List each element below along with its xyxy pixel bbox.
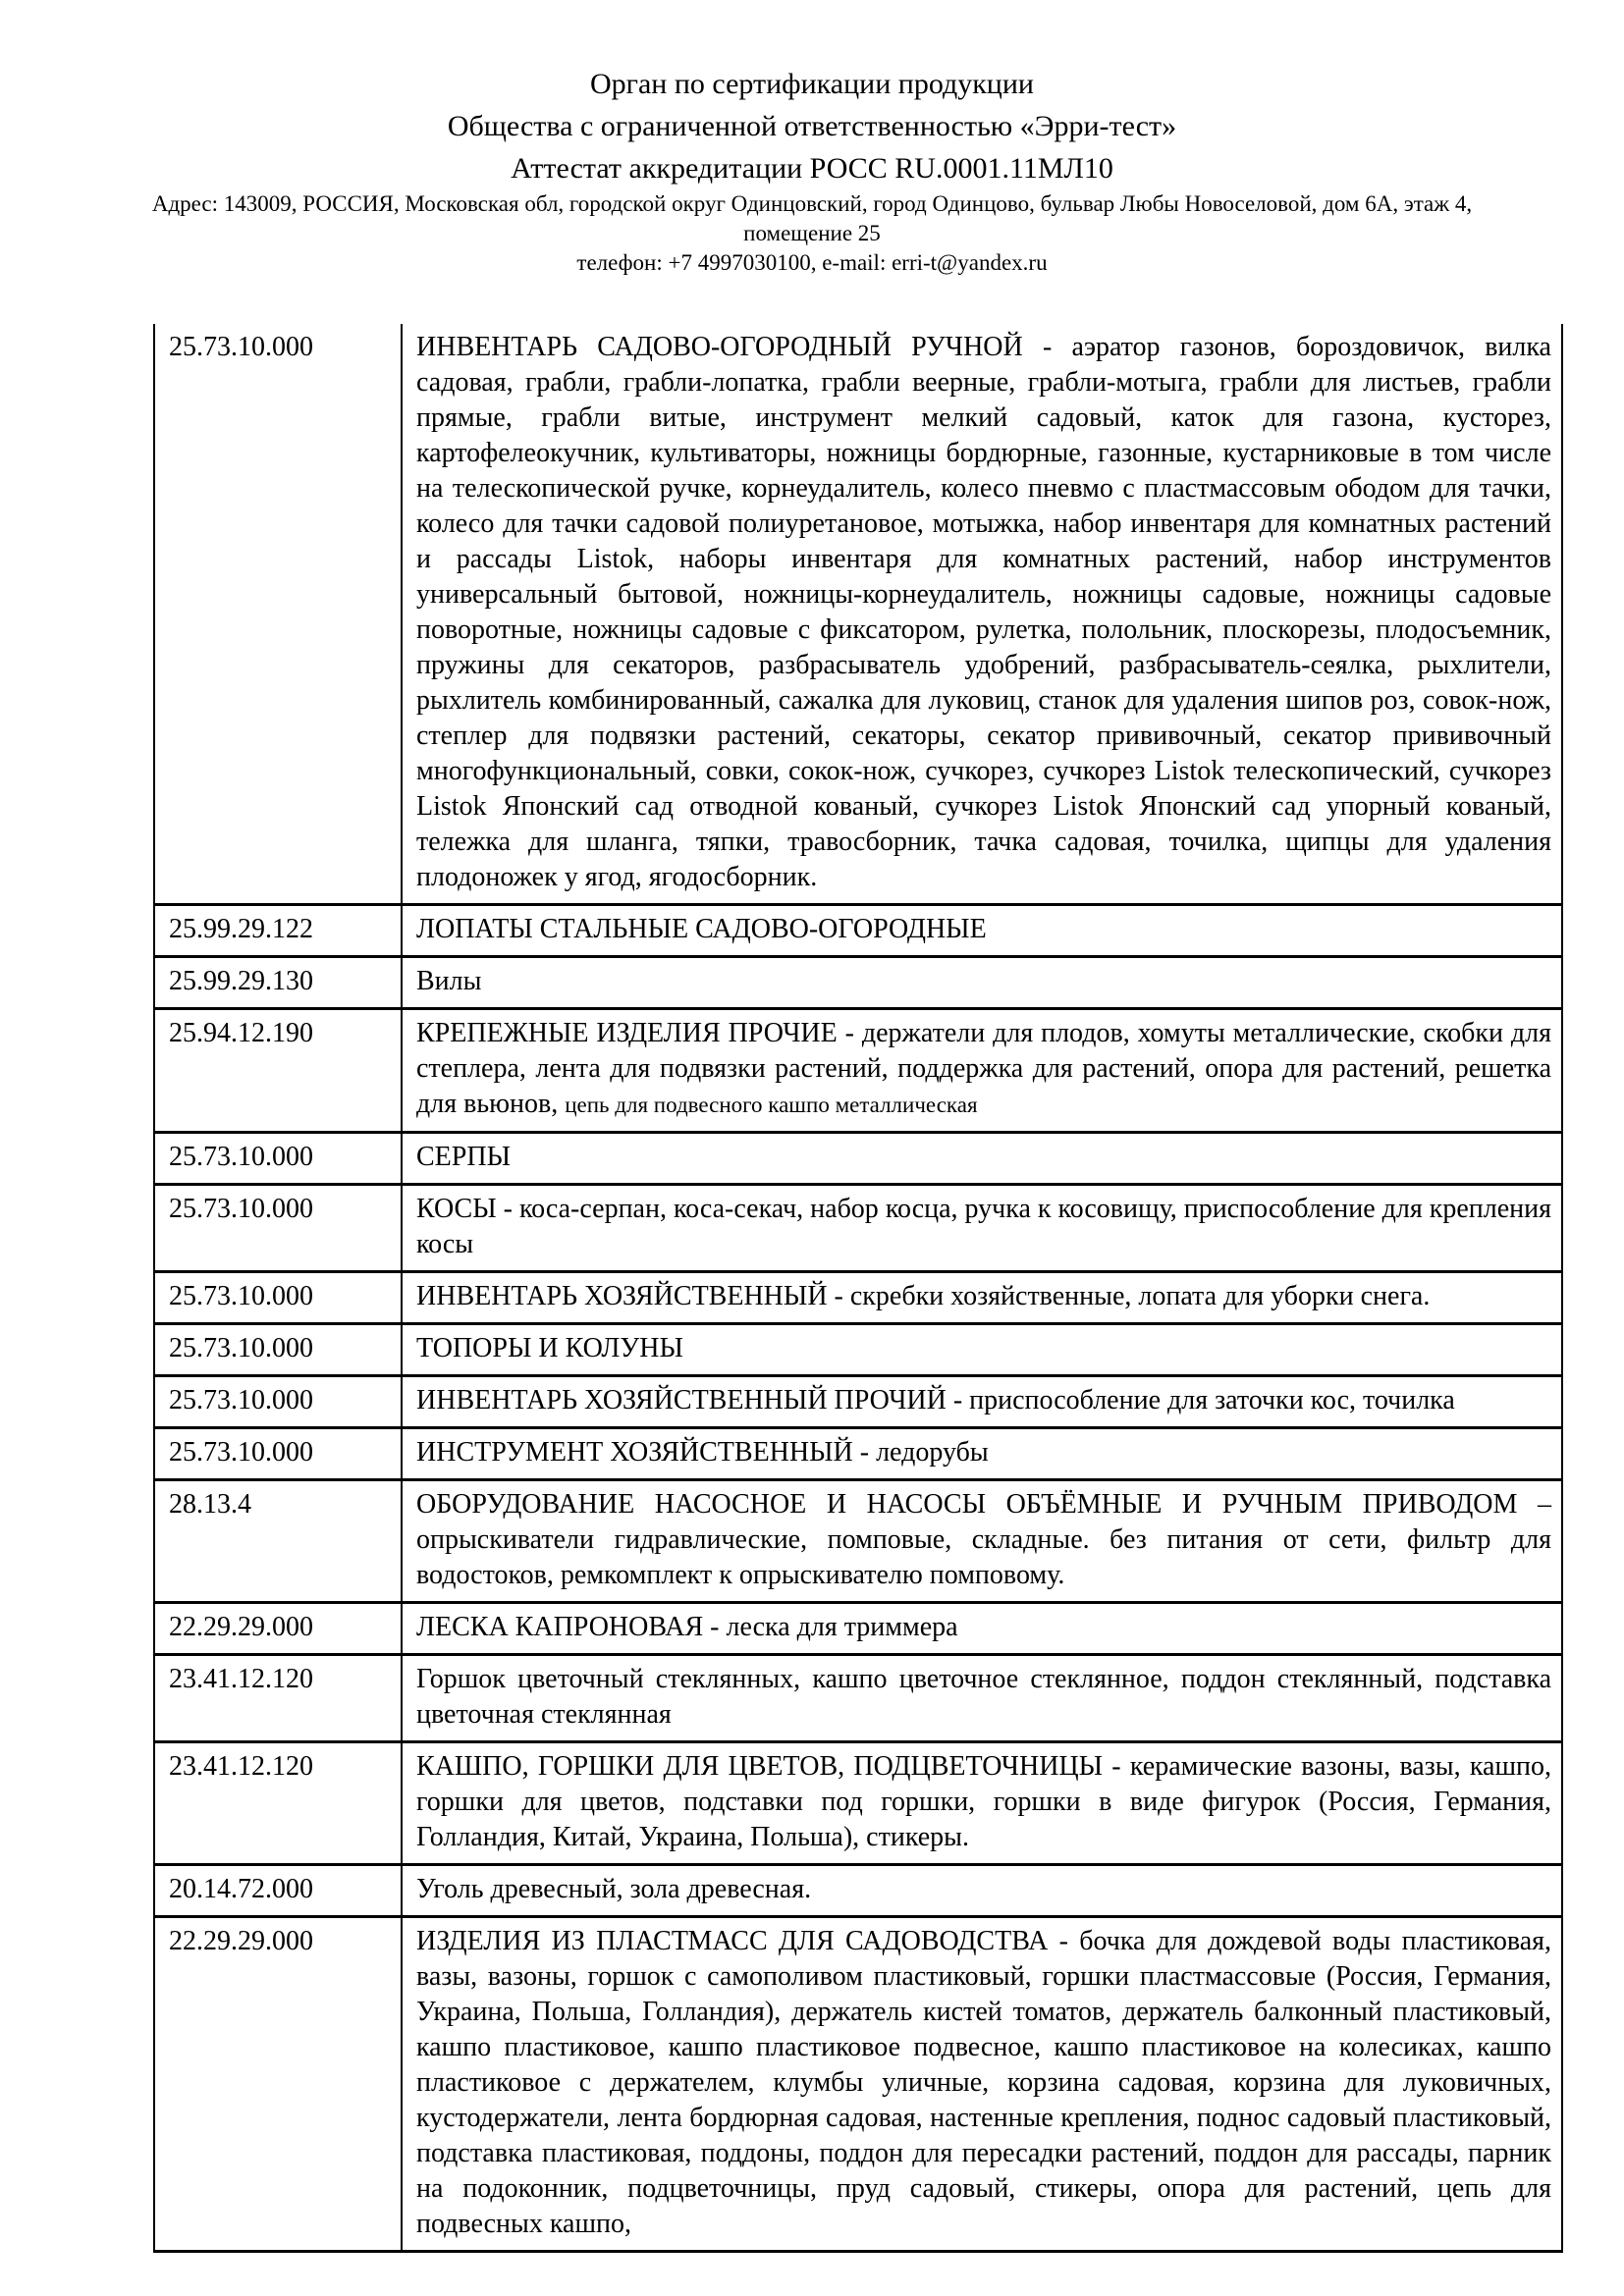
description-cell: ОБОРУДОВАНИЕ НАСОСНОЕ И НАСОСЫ ОБЪЁМНЫЕ И РУЧНЫМ ПРИВОДОМ – опрыскиватели гидравлические, помповые, складные. без питания от сети, фильтр для водостоков, ремкомплект к опрыскивателю помповому. (402, 1480, 1562, 1603)
table-row (154, 1324, 1562, 1376)
table-row (154, 1865, 1562, 1917)
code-cell: 23.41.12.120 (154, 1655, 402, 1742)
description-cell: Уголь древесный, зола древесная. (402, 1865, 1562, 1917)
code-cell: 22.29.29.000 (154, 1603, 402, 1655)
code-cell: 25.73.10.000 (154, 1272, 402, 1324)
code-cell: 25.73.10.000 (154, 1185, 402, 1272)
description-cell: ИНВЕНТАРЬ САДОВО-ОГОРОДНЫЙ РУЧНОЙ - аэратор газонов, бороздовичок, вилка садовая, грабли, грабли-лопатка, грабли веерные, грабли-мотыга, грабли для листьев, грабли прямые, грабли витые, инструмент мелкий садовый, каток для газона, кусторез, картофелеокучник, культиваторы, ножницы бордюрные, газонные, кустарниковые в том числе на телескопической ручке, корнеудалитель, колесо пневмо с пластмассовым ободом для тачки, колесо для тачки садовой полиуретановое, мотыжка, набор инвентаря для комнатных растений и рассады Listok, наборы инвентаря для комнатных растений, набор инструментов универсальный бытовой, ножницы-корнеудалитель, ножницы садовые, ножницы садовые поворотные, ножницы садовые с фиксатором, рулетка, полольник, плоскорезы, плодосъемник, пружины для секаторов, разбрасыватель удобрений, разбрасыватель-сеялка, рыхлители, рыхлитель комбинированный, сажалка для луковиц, станок для удаления шипов роз, совок-нож, степлер для подвязки растений, секаторы, секатор прививочный, секатор прививочный многофункциональный, совки, сокок-нож, сучкорез, сучкорез Listok телескопический, сучкорез Listok Японский сад отводной кованый, сучкорез Listok Японский сад упорный кованый, тележка для шланга, тяпки, травосборник, тачка садовая, точилка, щипцы для удаления плодоножек у ягод, ягодосборник. (402, 324, 1562, 905)
table-row (154, 1655, 1562, 1742)
description-cell: СЕРПЫ (402, 1133, 1562, 1185)
description-cell: ИНВЕНТАРЬ ХОЗЯЙСТВЕННЫЙ ПРОЧИЙ - приспособление для заточки кос, точилка (402, 1376, 1562, 1428)
code-cell: 25.73.10.000 (154, 1133, 402, 1185)
document-header (0, 0, 1624, 278)
description-cell: ТОПОРЫ И КОЛУНЫ (402, 1324, 1562, 1376)
table-row (154, 957, 1562, 1009)
description-cell: ЛОПАТЫ СТАЛЬНЫЕ САДОВО-ОГОРОДНЫЕ (402, 905, 1562, 957)
code-cell: 25.73.10.000 (154, 1324, 402, 1376)
description-cell: ЛЕСКА КАПРОНОВАЯ - леска для триммера (402, 1603, 1562, 1655)
description-small-text: цепь для подвесного кашпо металлическая (565, 1093, 978, 1117)
table-row (154, 1272, 1562, 1324)
code-cell: 25.73.10.000 (154, 1428, 402, 1480)
table-row (154, 1428, 1562, 1480)
code-cell: 25.73.10.000 (154, 1376, 402, 1428)
description-cell: ИНСТРУМЕНТ ХОЗЯЙСТВЕННЫЙ - ледорубы (402, 1428, 1562, 1480)
table-row (154, 1480, 1562, 1603)
table-row (154, 1917, 1562, 2252)
code-cell: 23.41.12.120 (154, 1742, 402, 1865)
header-address-line1: Адрес: 143009, РОССИЯ, Московская обл, городской округ Одинцовский, город Одинцово, бульвар Любы Новоселовой, дом 6А, этаж 4, (151, 191, 1473, 216)
description-cell: Вилы (402, 957, 1562, 1009)
product-table-container (153, 324, 1563, 2253)
header-accreditation: Аттестат аккредитации РОСС RU.0001.11МЛ10 (511, 152, 1113, 185)
description-cell: ИЗДЕЛИЯ ИЗ ПЛАСТМАСС ДЛЯ САДОВОДСТВА - бочка для дождевой воды пластиковая, вазы, вазоны, горшок с самополивом пластиковый, горшки пластмассовые (Россия, Германия, Украина, Польша, Голландия), держатель кистей томатов, держатель балконный пластиковый, кашпо пластиковое, кашпо пластиковое подвесное, кашпо пластиковое на колесиках, кашпо пластиковое с держателем, клумбы уличные, корзина садовая, корзина для луковичных, кустодержатели, лента бордюрная садовая, настенные крепления, поднос садовый пластиковый, подставка пластиковая, поддоны, поддон для пересадки растений, поддон для рассады, парник на подоконник, подцветочницы, пруд садовый, стикеры, опора для растений, цепь для подвесных кашпо, (402, 1917, 1562, 2252)
table-row (154, 1742, 1562, 1865)
header-org-name: Общества с ограниченной ответственностью «Эрри-тест» (447, 110, 1177, 142)
code-cell: 28.13.4 (154, 1480, 402, 1603)
table-row (154, 905, 1562, 957)
description-cell (402, 1009, 1562, 1133)
table-row (154, 1009, 1562, 1133)
table-row (154, 324, 1562, 905)
code-cell: 25.99.29.130 (154, 957, 402, 1009)
product-table (153, 324, 1563, 2253)
code-cell: 25.99.29.122 (154, 905, 402, 957)
code-cell: 20.14.72.000 (154, 1865, 402, 1917)
description-cell: Горшок цветочный стеклянных, кашпо цветочное стеклянное, поддон стеклянный, подставка цветочная стеклянная (402, 1655, 1562, 1742)
header-contacts: телефон: +7 4997030100, e-mail: erri-t@yandex.ru (576, 250, 1048, 275)
header-address-line2: помещение 25 (743, 221, 881, 245)
description-text: КРЕПЕЖНЫЕ ИЗДЕЛИЯ ПРОЧИЕ - держатели для плодов, хомуты металлические, скобки для степлера, лента для подвязки растений, поддержка для растений, опора для растений, решетка для вьюнов, (416, 1018, 1551, 1119)
table-row (154, 1376, 1562, 1428)
description-cell: КАШПО, ГОРШКИ ДЛЯ ЦВЕТОВ, ПОДЦВЕТОЧНИЦЫ - керамические вазоны, вазы, кашпо, горшки для цветов, подставки под горшки, горшки в виде фигурок (Россия, Германия, Голландия, Китай, Украина, Польша), стикеры. (402, 1742, 1562, 1865)
description-cell: КОСЫ - коса-серпан, коса-секач, набор косца, ручка к косовищу, приспособление для крепления косы (402, 1185, 1562, 1272)
code-cell: 25.94.12.190 (154, 1009, 402, 1133)
description-cell: ИНВЕНТАРЬ ХОЗЯЙСТВЕННЫЙ - скребки хозяйственные, лопата для уборки снега. (402, 1272, 1562, 1324)
table-row (154, 1603, 1562, 1655)
code-cell: 22.29.29.000 (154, 1917, 402, 2252)
code-cell: 25.73.10.000 (154, 324, 402, 905)
header-org-type: Орган по сертификации продукции (590, 68, 1034, 100)
table-row (154, 1185, 1562, 1272)
product-table-body (154, 324, 1562, 2252)
table-row (154, 1133, 1562, 1185)
